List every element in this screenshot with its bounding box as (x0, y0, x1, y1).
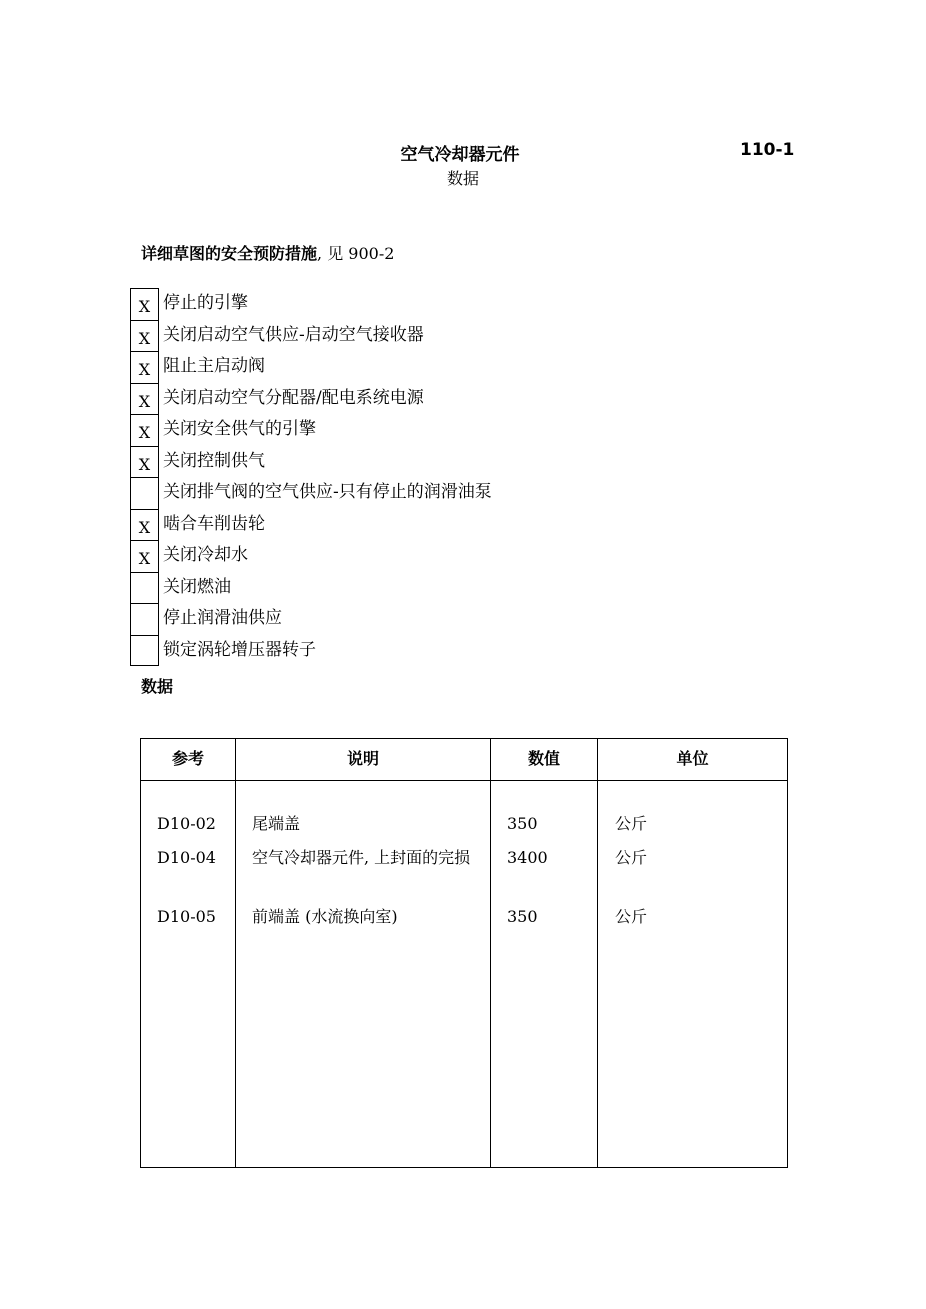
data-section-heading: 数据 (141, 677, 174, 696)
section-number: 110-1 (740, 140, 795, 160)
safety-note-reference: , 见 900-2 (317, 244, 395, 263)
page-title: 空气冷却器元件 (400, 145, 520, 165)
column-header-value: 数值 (527, 749, 560, 768)
checklist-label: 关闭排气阀的空气供应-只有停止的润滑油泵 (163, 482, 492, 502)
checkbox[interactable] (130, 572, 159, 604)
checklist-label: 阻止主启动阀 (163, 356, 265, 376)
cell-desc: 前端盖 (水流换向室) (252, 907, 398, 926)
cell-unit: 公斤 (615, 907, 648, 926)
checklist-label: 关闭启动空气分配器/配电系统电源 (163, 387, 424, 408)
cell-unit: 公斤 (615, 848, 648, 867)
checkbox[interactable] (130, 635, 159, 667)
column-header-ref: 参考 (171, 749, 204, 768)
safety-note (141, 241, 394, 264)
checkbox[interactable]: X (130, 351, 159, 383)
column-divider (235, 739, 236, 1167)
checklist-label: 关闭启动空气供应-启动空气接收器 (163, 324, 424, 345)
checklist-label: 关闭安全供气的引擎 (163, 419, 316, 439)
checklist-label: 停止的引擎 (163, 293, 248, 313)
cell-ref: D10-04 (157, 848, 216, 867)
cell-value: 350 (507, 907, 538, 926)
cell-desc: 尾端盖 (252, 814, 301, 833)
column-header-desc: 说明 (346, 749, 379, 768)
cell-desc: 空气冷却器元件, 上封面的完损 (252, 848, 471, 867)
cell-value: 350 (507, 814, 538, 833)
checklist-label: 关闭燃油 (163, 576, 231, 597)
data-table (140, 738, 788, 1168)
header-divider (141, 780, 787, 781)
cell-ref: D10-02 (157, 814, 216, 833)
checklist-label: 啮合车削齿轮 (163, 513, 265, 534)
column-divider (490, 739, 491, 1167)
cell-ref: D10-05 (157, 907, 216, 926)
checkbox[interactable]: X (130, 383, 159, 415)
checkbox[interactable]: X (130, 540, 159, 572)
checklist-label: 锁定涡轮增压器转子 (163, 639, 316, 660)
safety-note-bold: 详细草图的安全预防措施 (141, 244, 318, 263)
checkbox[interactable]: X (130, 509, 159, 541)
column-header-unit: 单位 (676, 749, 709, 768)
column-divider (597, 739, 598, 1167)
checkbox[interactable]: X (130, 414, 159, 446)
checkbox[interactable]: X (130, 320, 159, 352)
checklist-label: 关闭冷却水 (163, 545, 248, 565)
cell-value: 3400 (507, 848, 548, 867)
checklist-label: 停止润滑油供应 (163, 608, 282, 628)
checklist-label: 关闭控制供气 (163, 450, 265, 471)
cell-unit: 公斤 (615, 814, 648, 833)
checkbox[interactable]: X (130, 288, 159, 320)
checkbox[interactable] (130, 477, 159, 509)
checkbox[interactable] (130, 603, 159, 635)
checkbox[interactable]: X (130, 446, 159, 478)
page-subtitle: 数据 (446, 169, 479, 188)
